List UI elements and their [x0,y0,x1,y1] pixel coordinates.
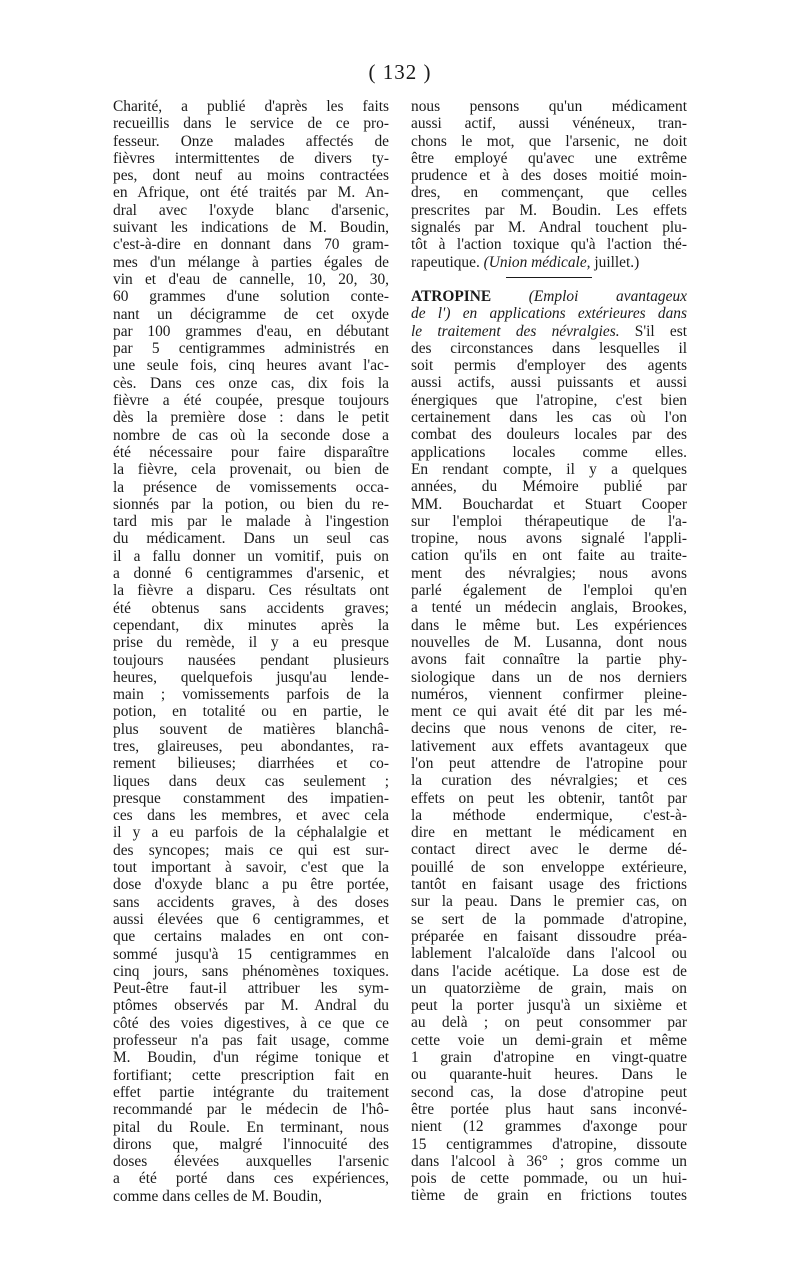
text-line: tropine, nous avons signalé l'appli- [411,530,687,548]
text-line: dans l'alcool à 36° ; gros comme un [411,1152,687,1170]
text-line: comme dans celles de M. Boudin, [113,1187,323,1205]
text-line: soit permis d'employer des agents [411,357,687,375]
text-line: des circonstances dans lesquelles il [411,339,687,357]
text-line: ment des névralgies; nous avons [411,564,687,582]
text-line: nouvelles de M. Lusanna, dont nous [411,633,687,651]
text-line: nous pensons qu'un médicament [411,98,687,115]
text-line: mes d'un mélange à parties égales de [113,253,389,271]
atropine-heading-title: ATROPINE [411,287,492,305]
text-line: second cas, la dose d'atropine peut [411,1083,687,1101]
page-number: ( 132 ) [368,60,432,84]
text-line: pois de cette pommade, ou un hui- [411,1170,687,1188]
text-line: une seule fois, cinq heures avant l'ac- [113,357,389,375]
text-line: suivant les indications de M. Boudin, [113,219,389,237]
text-line: tantôt en faisant usage des frictions [411,876,687,894]
text-line: côté des voies digestives, à ce que ce [113,1014,389,1032]
text-line: par 5 centigrammes administrés en [113,340,389,358]
text-line: sommé jusqu'à 15 centigrammes en [113,945,389,963]
text-line: plus souvent de matières blanchâ- [113,720,389,738]
text-line: être employé qu'avec une extrême [411,149,687,167]
text-line: la présence de vomissements occa- [113,478,389,496]
text-line: en Afrique, ont été traités par M. An- [113,184,389,202]
text-line: potion, en totalité ou en partie, le [113,703,389,721]
text-line: prise du remède, il y a eu presque [113,634,389,652]
text-line: Peut-être faut-il attribuer les sym- [113,980,389,998]
text-line: sur l'emploi thérapeutique de l'a- [411,512,687,530]
text-line: dres, en commençant, que celles [411,184,687,202]
text-line: peut la porter jusqu'à un sixième et [411,997,687,1015]
text-line: se sert de la pommade d'atropine, [411,910,687,928]
text-line: du médicament. Dans un seul cas [113,530,389,548]
text-line: a été porté dans ces expériences, [113,1170,389,1188]
text-line: un quatorzième de grain, mais on [411,979,687,997]
text-line: aussi élevées que 6 centigrammes, et [113,910,389,928]
text-line: l'on peut attendre de l'atropine pour [411,754,687,772]
text-line: Charité, a publié d'après les faits [113,98,389,115]
text-line: cette voie un demi-grain et même [411,1031,687,1049]
text-line: tôt à l'action toxique qu'à l'action thé- [411,236,687,254]
text-line: a tenté un médecin anglais, Brookes, [411,599,687,617]
text-line: signalés par M. Andral touchent plu- [411,219,687,237]
text-line: pouillé de son enveloppe extérieure, [411,858,687,876]
text-line: nient (12 grammes d'axonge pour [411,1118,687,1136]
text-line: dire en mettant le médicament en [411,824,687,842]
text-line: ces dans les membres, et avec cela [113,807,389,825]
text-line: fesseur. Onze malades affectés de [113,132,389,150]
text-line: cependant, dix minutes après la [113,616,389,634]
text-line: prescrites par M. Boudin. Les effets [411,201,687,219]
text-line: que certains malades en ont con- [113,928,389,946]
text-line: En rendant compte, il y a quelques [411,460,687,478]
text-line: tard mis par le malade à l'ingestion [113,513,389,531]
text-line: a donné 6 centigrammes d'arsenic, et [113,565,389,583]
text-line: il a fallu donner un vomitif, puis on [113,547,389,565]
text-line: M. Boudin, d'un régime tonique et [113,1049,389,1067]
text-line: numéros, viennent confirmer pleine- [411,685,687,703]
text-line: au delà ; on peut consommer par [411,1014,687,1032]
text-line: nombre de cas où la seconde dose a [113,426,389,444]
text-line: tout important à savoir, c'est que la [113,859,389,877]
text-line: 60 grammes d'une solution conte- [113,288,389,306]
text-line: dral avec l'oxyde blanc d'arsenic, [113,201,389,219]
text-line: pital du Roule. En terminant, nous [113,1118,389,1136]
text-line: dans le même but. Les expériences [411,616,687,634]
text-line: dès la première dose : dans le petit [113,409,389,427]
text-line: applications locales comme elles. [411,443,687,461]
text-line: aussi actifs, aussi puissants et aussi [411,374,687,392]
atropine-heading-line-1: ATROPINE (Emploi avantageux [411,287,687,305]
text-line: prudence et à des doses moitié moin- [411,167,687,185]
text-line: cation qu'ils en ont faite au traite- [411,547,687,565]
text-line: heures, quelquefois jusqu'au lende- [113,668,389,686]
text-line: rement bilieuses; diarrhées et co- [113,755,389,773]
text-line: été nécessaire pour faire disparaître [113,443,389,461]
text-line: il y a eu parfois de la céphalalgie et [113,824,389,842]
text-line: être portée plus haut sans inconvé- [411,1100,687,1118]
text-line: siologique dans un de nos derniers [411,668,687,686]
text-line: avons fait connaître la partie phy- [411,651,687,669]
text-line: par 100 grammes d'eau, en débutant [113,322,389,340]
text-line: decins que nous venons de citer, re- [411,720,687,738]
text-line: pes, dont neuf au moins contractées [113,167,389,185]
text-line: fièvre a été coupée, presque toujours [113,392,389,410]
text-line: recueillis dans le service de ce pro- [113,115,389,133]
text-line: presque constamment des impatien- [113,789,389,807]
continued-paragraph [411,98,687,254]
text-line: parlé également de l'emploi qu'en [411,582,687,600]
text-line: tième de grain en frictions toutes [411,1187,687,1205]
journal-citation: (Union médicale, [483,253,591,271]
text-line: dose d'oxyde blanc a pu être portée, [113,876,389,894]
text-line: liques dans deux cas seulement ; [113,772,389,790]
text-line: vin et d'eau de cannelle, 10, 20, 30, [113,270,389,288]
text-line: professeur n'a pas fait usage, comme [113,1032,389,1050]
text-line: la méthode endermique, c'est-à- [411,806,687,824]
left-column [113,98,389,1205]
text-line: la curation des névralgies; et ces [411,772,687,790]
source-citation-line: rapeutique. (Union médicale, juillet.) [411,253,640,271]
text-line: contact direct avec le derme dé- [411,841,687,859]
text-line: lablement l'alcaloïde dans l'alcool ou [411,945,687,963]
text-line: préparée en faisant dissoudre préa- [411,927,687,945]
section-divider [506,277,592,278]
text-line: aussi actif, aussi vénéneux, tran- [411,115,687,133]
atropine-heading-line-2: de l') en applications extérieures dans [411,305,687,323]
text-line: tres, glaireuses, peu abondantes, ra- [113,737,389,755]
text-line: dirons que, malgré l'innocuité des [113,1135,389,1153]
text-line: doses élevées auxquelles l'arsenic [113,1153,389,1171]
text-line: la fièvre, cela provenait, ou bien de [113,461,389,479]
text-line: ptômes observés par M. Andral du [113,997,389,1015]
text-line: fièvres intermittentes de divers ty- [113,149,389,167]
text-line: nant un décigramme de cet oxyde [113,305,389,323]
text-line: sur la peau. Dans le premier cas, on [411,893,687,911]
text-line: chons le mot, que l'arsenic, ne doit [411,132,687,150]
text-line: combat des douleurs locales par des [411,426,687,444]
text-line: toujours nausées pendant plusieurs [113,651,389,669]
text-line: main ; vomissements parfois de la [113,686,389,704]
text-line: la fièvre a disparu. Ces résultats ont [113,582,389,600]
text-line: ment ce qui avait été dit par les mé- [411,703,687,721]
atropine-heading-line-3: le traitement des névralgies. S'il est [411,322,687,340]
right-column [411,98,687,1205]
text-line: cinq jours, sans phénomènes toxiques. [113,962,389,980]
text-line: été obtenus sans accidents graves; [113,599,389,617]
text-line: énergiques que l'atropine, c'est bien [411,391,687,409]
text-line: fortifiant; cette prescription fait en [113,1066,389,1084]
text-line: ou quarante-huit heures. Dans le [411,1066,687,1084]
text-line: 15 centigrammes d'atropine, dissoute [411,1135,687,1153]
atropine-paragraph [411,340,687,1205]
text-line: des syncopes; mais ce qui est sur- [113,841,389,859]
text-line: sans accidents graves, à des doses [113,893,389,911]
text-line: dans l'acide acétique. La dose est de [411,962,687,980]
text-line: effet partie intégrante du traitement [113,1083,389,1101]
text-line: recommandé par le médecin de l'hô- [113,1101,389,1119]
text-line: années, du Mémoire publié par [411,478,687,496]
text-line: c'est-à-dire en donnant dans 70 gram- [113,236,389,254]
text-line: cès. Dans ces onze cas, dix fois la [113,374,389,392]
text-line: effets on peut les obtenir, tantôt par [411,789,687,807]
text-line: 1 grain d'atropine en vingt-quatre [411,1049,687,1067]
text-line: sionnés par la potion, ou bien du re- [113,495,389,513]
text-line: MM. Bouchardat et Stuart Cooper [411,495,687,513]
text-line: certainement dans les cas où l'on [411,409,687,427]
text-line: lativement aux effets avantageux que [411,737,687,755]
